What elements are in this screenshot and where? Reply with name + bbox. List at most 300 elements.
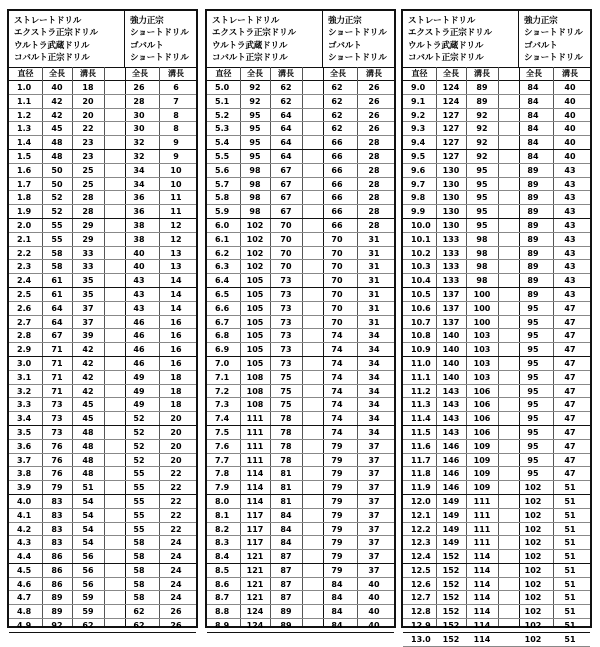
flute-length-cell: 62	[82, 621, 94, 631]
table-row	[403, 95, 590, 109]
flute-length-cell: 70	[280, 220, 292, 230]
short-flute-length-cell: 51	[564, 524, 576, 534]
table-row	[207, 274, 394, 288]
short-overall-length-cell: 58	[133, 565, 145, 575]
overall-length-cell: 48	[51, 151, 63, 161]
short-overall-length-cell: 52	[133, 427, 145, 437]
short-overall-length-cell: 79	[331, 538, 343, 548]
table-panel-2	[205, 9, 396, 631]
flute-length-cell: 70	[280, 248, 292, 258]
diameter-cell: 9.4	[411, 138, 426, 148]
diameter-cell: 4.7	[17, 593, 32, 603]
overall-length-cell: 48	[51, 138, 63, 148]
flute-length-cell: 109	[473, 483, 491, 493]
flute-length-cell: 39	[82, 331, 94, 341]
overall-length-cell: 71	[51, 345, 63, 355]
overall-length-cell: 130	[442, 179, 460, 189]
short-overall-length-cell: 95	[527, 303, 539, 313]
diameter-cell: 5.3	[215, 124, 230, 134]
header-short-flute-length: 溝長	[168, 69, 184, 78]
diameter-cell: 12.8	[411, 607, 431, 617]
flute-length-cell: 106	[473, 427, 491, 437]
short-overall-length-cell: 84	[527, 124, 539, 134]
flute-length-cell: 73	[280, 345, 292, 355]
flute-length-cell: 25	[82, 179, 94, 189]
short-overall-length-cell: 70	[331, 303, 343, 313]
short-flute-length-cell: 43	[564, 276, 576, 286]
short-flute-length-cell: 26	[170, 621, 182, 631]
short-flute-length-cell: 11	[170, 193, 182, 203]
drill-series-names	[403, 11, 519, 67]
overall-length-cell: 130	[442, 165, 460, 175]
table-row	[403, 426, 590, 440]
flute-length-cell: 51	[82, 483, 94, 493]
table-row	[9, 467, 196, 481]
overall-length-cell: 143	[442, 386, 460, 396]
diameter-cell: 10.5	[411, 289, 431, 299]
overall-length-cell: 95	[249, 110, 261, 120]
table-row	[207, 109, 394, 123]
short-flute-length-cell: 51	[564, 607, 576, 617]
overall-length-cell: 52	[51, 207, 63, 217]
flute-length-cell: 92	[476, 124, 488, 134]
short-flute-length-cell: 51	[564, 579, 576, 589]
short-flute-length-cell: 31	[368, 248, 380, 258]
table-row	[403, 247, 590, 261]
flute-length-cell: 42	[82, 372, 94, 382]
short-overall-length-cell: 55	[133, 469, 145, 479]
flute-length-cell: 109	[473, 469, 491, 479]
overall-length-cell: 137	[442, 289, 460, 299]
short-drill-series-names	[125, 11, 196, 67]
table-row	[9, 550, 196, 564]
series-name: ストレートドリル	[14, 16, 82, 26]
table-row	[9, 288, 196, 302]
overall-length-cell: 86	[51, 579, 63, 589]
flute-length-cell: 84	[280, 538, 292, 548]
short-overall-length-cell: 30	[133, 110, 145, 120]
diameter-cell: 1.4	[17, 138, 32, 148]
overall-length-cell: 73	[51, 427, 63, 437]
diameter-cell: 7.1	[215, 372, 230, 382]
table-row	[403, 578, 590, 592]
overall-length-cell: 140	[442, 372, 460, 382]
short-overall-length-cell: 70	[331, 234, 343, 244]
short-flute-length-cell: 22	[170, 524, 182, 534]
flute-length-cell: 114	[473, 607, 491, 617]
short-overall-length-cell: 102	[524, 483, 542, 493]
header-diameter: 直径	[215, 69, 232, 78]
overall-length-cell: 140	[442, 345, 460, 355]
short-overall-length-cell: 70	[331, 289, 343, 299]
overall-length-cell: 127	[442, 151, 460, 161]
diameter-cell: 5.1	[215, 96, 230, 106]
flute-length-cell: 106	[473, 386, 491, 396]
table-row	[9, 564, 196, 578]
table-row	[9, 178, 196, 192]
overall-length-cell: 64	[51, 317, 63, 327]
table-row	[9, 385, 196, 399]
header-flute-length: 溝長	[278, 69, 294, 78]
short-overall-length-cell: 95	[527, 372, 539, 382]
overall-length-cell: 102	[246, 234, 264, 244]
short-flute-length-cell: 34	[368, 400, 380, 410]
flute-length-cell: 81	[280, 469, 292, 479]
table-row	[9, 191, 196, 205]
table-row	[207, 288, 394, 302]
short-overall-length-cell: 66	[331, 193, 343, 203]
flute-length-cell: 87	[280, 565, 292, 575]
series-name: コバルト正宗ドリル	[212, 53, 288, 64]
short-flute-length-cell: 34	[368, 386, 380, 396]
short-drill-series-names	[519, 11, 590, 67]
flute-length-cell: 28	[82, 207, 94, 217]
overall-length-cell: 79	[51, 483, 63, 493]
overall-length-cell: 105	[246, 317, 264, 327]
flute-length-cell: 92	[476, 110, 488, 120]
diameter-cell: 8.6	[215, 579, 230, 589]
drill-series-names	[207, 11, 323, 67]
overall-length-cell: 130	[442, 207, 460, 217]
short-flute-length-cell: 43	[564, 193, 576, 203]
overall-length-cell: 61	[51, 289, 63, 299]
short-flute-length-cell: 11	[170, 207, 182, 217]
table-row	[403, 274, 590, 288]
flute-length-cell: 35	[82, 289, 94, 299]
overall-length-cell: 152	[442, 552, 460, 562]
overall-length-cell: 67	[51, 331, 63, 341]
flute-length-cell: 29	[82, 220, 94, 230]
table-row	[207, 509, 394, 523]
overall-length-cell: 149	[442, 496, 460, 506]
short-flute-length-cell: 51	[564, 483, 576, 493]
short-overall-length-cell: 102	[524, 524, 542, 534]
short-overall-length-cell: 52	[133, 455, 145, 465]
table-row	[403, 398, 590, 412]
flute-length-cell: 56	[82, 552, 94, 562]
overall-length-cell: 71	[51, 358, 63, 368]
diameter-cell: 7.6	[215, 441, 230, 451]
diameter-cell: 2.9	[17, 345, 32, 355]
flute-length-cell: 67	[280, 207, 292, 217]
diameter-cell: 7.0	[215, 358, 230, 368]
overall-length-cell: 105	[246, 276, 264, 286]
flute-length-cell: 70	[280, 262, 292, 272]
diameter-cell: 12.9	[411, 621, 431, 631]
short-flute-length-cell: 47	[564, 331, 576, 341]
table-row	[9, 440, 196, 454]
diameter-cell: 1.2	[17, 110, 32, 120]
short-overall-length-cell: 89	[527, 220, 539, 230]
short-flute-length-cell: 20	[170, 441, 182, 451]
diameter-cell: 10.8	[411, 331, 431, 341]
diameter-cell: 5.0	[215, 83, 230, 92]
short-flute-length-cell: 37	[368, 469, 380, 479]
short-overall-length-cell: 74	[331, 414, 343, 424]
short-overall-length-cell: 79	[331, 483, 343, 493]
diameter-cell: 3.1	[17, 372, 32, 382]
table-row	[9, 316, 196, 330]
short-overall-length-cell: 95	[527, 317, 539, 327]
overall-length-cell: 55	[51, 220, 63, 230]
short-overall-length-cell: 30	[133, 124, 145, 134]
short-flute-length-cell: 18	[170, 372, 182, 382]
flute-length-cell: 23	[82, 138, 94, 148]
table-row	[9, 426, 196, 440]
overall-length-cell: 114	[246, 483, 264, 493]
short-overall-length-cell: 66	[331, 138, 343, 148]
short-overall-length-cell: 89	[527, 165, 539, 175]
short-overall-length-cell: 95	[527, 455, 539, 465]
short-overall-length-cell: 95	[527, 441, 539, 451]
flute-length-cell: 98	[476, 262, 488, 272]
series-name: ゴバルト	[524, 40, 558, 51]
short-overall-length-cell: 32	[133, 151, 145, 161]
short-flute-length-cell: 51	[564, 510, 576, 520]
overall-length-cell: 133	[442, 262, 460, 272]
table-row	[9, 136, 196, 150]
overall-length-cell: 121	[246, 579, 264, 589]
overall-length-cell: 133	[442, 248, 460, 258]
diameter-cell: 11.7	[411, 455, 431, 465]
diameter-cell: 9.1	[411, 96, 426, 106]
header-short-overall-length: 全長	[330, 69, 346, 78]
short-overall-length-cell: 89	[527, 234, 539, 244]
short-overall-length-cell: 84	[331, 579, 343, 589]
table-row	[207, 619, 394, 633]
diameter-cell: 7.3	[215, 400, 230, 410]
short-flute-length-cell: 26	[368, 96, 380, 106]
overall-length-cell: 108	[246, 386, 264, 396]
diameter-cell: 2.5	[17, 289, 32, 299]
short-overall-length-cell: 52	[133, 441, 145, 451]
short-flute-length-cell: 43	[564, 165, 576, 175]
short-flute-length-cell: 51	[564, 496, 576, 506]
diameter-cell: 12.6	[411, 579, 431, 589]
flute-length-cell: 64	[280, 110, 292, 120]
table-row	[9, 205, 196, 219]
diameter-cell: 2.2	[17, 248, 32, 258]
short-flute-length-cell: 20	[170, 427, 182, 437]
header-flute-length: 溝長	[474, 69, 490, 78]
overall-length-cell: 111	[246, 455, 264, 465]
overall-length-cell: 73	[51, 400, 63, 410]
overall-length-cell: 152	[442, 579, 460, 589]
table-row	[9, 357, 196, 371]
overall-length-cell: 76	[51, 469, 63, 479]
short-overall-length-cell: 84	[331, 593, 343, 603]
flute-length-cell: 114	[473, 634, 491, 644]
table-row	[403, 219, 590, 233]
table-row	[9, 495, 196, 509]
header-overall-length: 全長	[49, 69, 65, 78]
short-overall-length-cell: 46	[133, 317, 145, 327]
flute-length-cell: 89	[280, 621, 292, 631]
table-row	[207, 260, 394, 274]
short-overall-length-cell: 74	[331, 427, 343, 437]
diameter-cell: 8.2	[215, 524, 230, 534]
short-flute-length-cell: 12	[170, 234, 182, 244]
short-overall-length-cell: 102	[524, 621, 542, 631]
diameter-cell: 5.2	[215, 110, 230, 120]
flute-length-cell: 67	[280, 179, 292, 189]
short-overall-length-cell: 70	[331, 276, 343, 286]
diameter-cell: 5.8	[215, 193, 230, 203]
overall-length-cell: 52	[51, 193, 63, 203]
flute-length-cell: 48	[82, 441, 94, 451]
flute-length-cell: 73	[280, 358, 292, 368]
diameter-cell: 1.0	[17, 83, 32, 92]
table-row	[207, 329, 394, 343]
short-overall-length-cell: 62	[133, 621, 145, 631]
table-body	[403, 81, 590, 647]
table-row	[403, 260, 590, 274]
table-row	[9, 95, 196, 109]
short-flute-length-cell: 14	[170, 276, 182, 286]
overall-length-cell: 89	[51, 607, 63, 617]
short-flute-length-cell: 20	[170, 414, 182, 424]
flute-length-cell: 54	[82, 510, 94, 520]
short-flute-length-cell: 34	[368, 427, 380, 437]
short-flute-length-cell: 34	[368, 331, 380, 341]
short-flute-length-cell: 16	[170, 317, 182, 327]
short-flute-length-cell: 51	[564, 634, 576, 644]
flute-length-cell: 84	[280, 510, 292, 520]
overall-length-cell: 143	[442, 400, 460, 410]
table-row	[403, 191, 590, 205]
short-overall-length-cell: 66	[331, 165, 343, 175]
diameter-cell: 10.2	[411, 248, 431, 258]
table-row	[207, 371, 394, 385]
short-overall-length-cell: 84	[527, 110, 539, 120]
diameter-cell: 3.8	[17, 469, 32, 479]
diameter-cell: 4.2	[17, 524, 32, 534]
short-flute-length-cell: 34	[368, 345, 380, 355]
short-overall-length-cell: 74	[331, 331, 343, 341]
overall-length-cell: 111	[246, 427, 264, 437]
diameter-cell: 6.0	[215, 220, 230, 230]
flute-length-cell: 75	[280, 372, 292, 382]
short-overall-length-cell: 79	[331, 524, 343, 534]
short-flute-length-cell: 16	[170, 358, 182, 368]
table-row	[207, 426, 394, 440]
table-panel-3	[401, 9, 592, 644]
overall-length-cell: 50	[51, 165, 63, 175]
table-body	[9, 81, 196, 633]
flute-length-cell: 48	[82, 455, 94, 465]
short-overall-length-cell: 89	[527, 262, 539, 272]
table-row	[207, 219, 394, 233]
short-overall-length-cell: 62	[133, 607, 145, 617]
diameter-cell: 2.0	[17, 220, 32, 230]
short-flute-length-cell: 40	[564, 138, 576, 148]
diameter-cell: 11.0	[411, 358, 431, 368]
short-flute-length-cell: 43	[564, 220, 576, 230]
diameter-cell: 12.3	[411, 538, 431, 548]
diameter-cell: 4.8	[17, 607, 32, 617]
table-row	[207, 467, 394, 481]
flute-length-cell: 114	[473, 621, 491, 631]
diameter-cell: 12.1	[411, 510, 431, 520]
short-overall-length-cell: 84	[527, 151, 539, 161]
overall-length-cell: 61	[51, 276, 63, 286]
short-flute-length-cell: 40	[368, 607, 380, 617]
overall-length-cell: 152	[442, 634, 460, 644]
table-row	[403, 564, 590, 578]
table-row	[207, 95, 394, 109]
table-row	[403, 343, 590, 357]
short-overall-length-cell: 95	[527, 358, 539, 368]
overall-length-cell: 86	[51, 552, 63, 562]
table-row	[403, 316, 590, 330]
series-name: 強力正宗	[328, 16, 362, 26]
header-short-overall-length: 全長	[526, 69, 542, 78]
overall-length-cell: 64	[51, 303, 63, 313]
diameter-cell: 7.2	[215, 386, 230, 396]
diameter-cell: 11.6	[411, 441, 431, 451]
diameter-cell: 10.6	[411, 303, 431, 313]
diameter-cell: 11.2	[411, 386, 431, 396]
short-flute-length-cell: 37	[368, 483, 380, 493]
overall-length-cell: 146	[442, 469, 460, 479]
diameter-cell: 3.7	[17, 455, 32, 465]
panel-header	[403, 11, 590, 68]
short-overall-length-cell: 52	[133, 414, 145, 424]
short-flute-length-cell: 31	[368, 234, 380, 244]
flute-length-cell: 54	[82, 496, 94, 506]
overall-length-cell: 146	[442, 483, 460, 493]
diameter-cell: 8.4	[215, 552, 230, 562]
flute-length-cell: 73	[280, 276, 292, 286]
overall-length-cell: 83	[51, 538, 63, 548]
short-flute-length-cell: 43	[564, 262, 576, 272]
flute-length-cell: 89	[476, 83, 488, 92]
flute-length-cell: 95	[476, 220, 488, 230]
short-flute-length-cell: 9	[173, 138, 179, 148]
short-overall-length-cell: 46	[133, 358, 145, 368]
short-flute-length-cell: 18	[170, 400, 182, 410]
short-overall-length-cell: 46	[133, 345, 145, 355]
flute-length-cell: 62	[280, 83, 292, 92]
short-overall-length-cell: 62	[331, 124, 343, 134]
short-overall-length-cell: 79	[331, 469, 343, 479]
flute-length-cell: 111	[473, 524, 491, 534]
table-row	[9, 412, 196, 426]
header-short-flute-length: 溝長	[366, 69, 382, 78]
flute-length-cell: 37	[82, 303, 94, 313]
flute-length-cell: 92	[476, 138, 488, 148]
table-row	[403, 523, 590, 537]
diameter-cell: 7.7	[215, 455, 230, 465]
table-row	[207, 191, 394, 205]
short-drill-series-names	[323, 11, 394, 67]
table-row	[9, 233, 196, 247]
short-overall-length-cell: 58	[133, 538, 145, 548]
table-row	[403, 454, 590, 468]
table-row	[403, 619, 590, 633]
overall-length-cell: 140	[442, 358, 460, 368]
overall-length-cell: 137	[442, 317, 460, 327]
short-flute-length-cell: 37	[368, 455, 380, 465]
diameter-cell: 6.7	[215, 317, 230, 327]
short-flute-length-cell: 22	[170, 496, 182, 506]
flute-length-cell: 78	[280, 414, 292, 424]
diameter-cell: 4.1	[17, 510, 32, 520]
flute-length-cell: 37	[82, 317, 94, 327]
flute-length-cell: 75	[280, 400, 292, 410]
table-row	[9, 509, 196, 523]
overall-length-cell: 76	[51, 455, 63, 465]
